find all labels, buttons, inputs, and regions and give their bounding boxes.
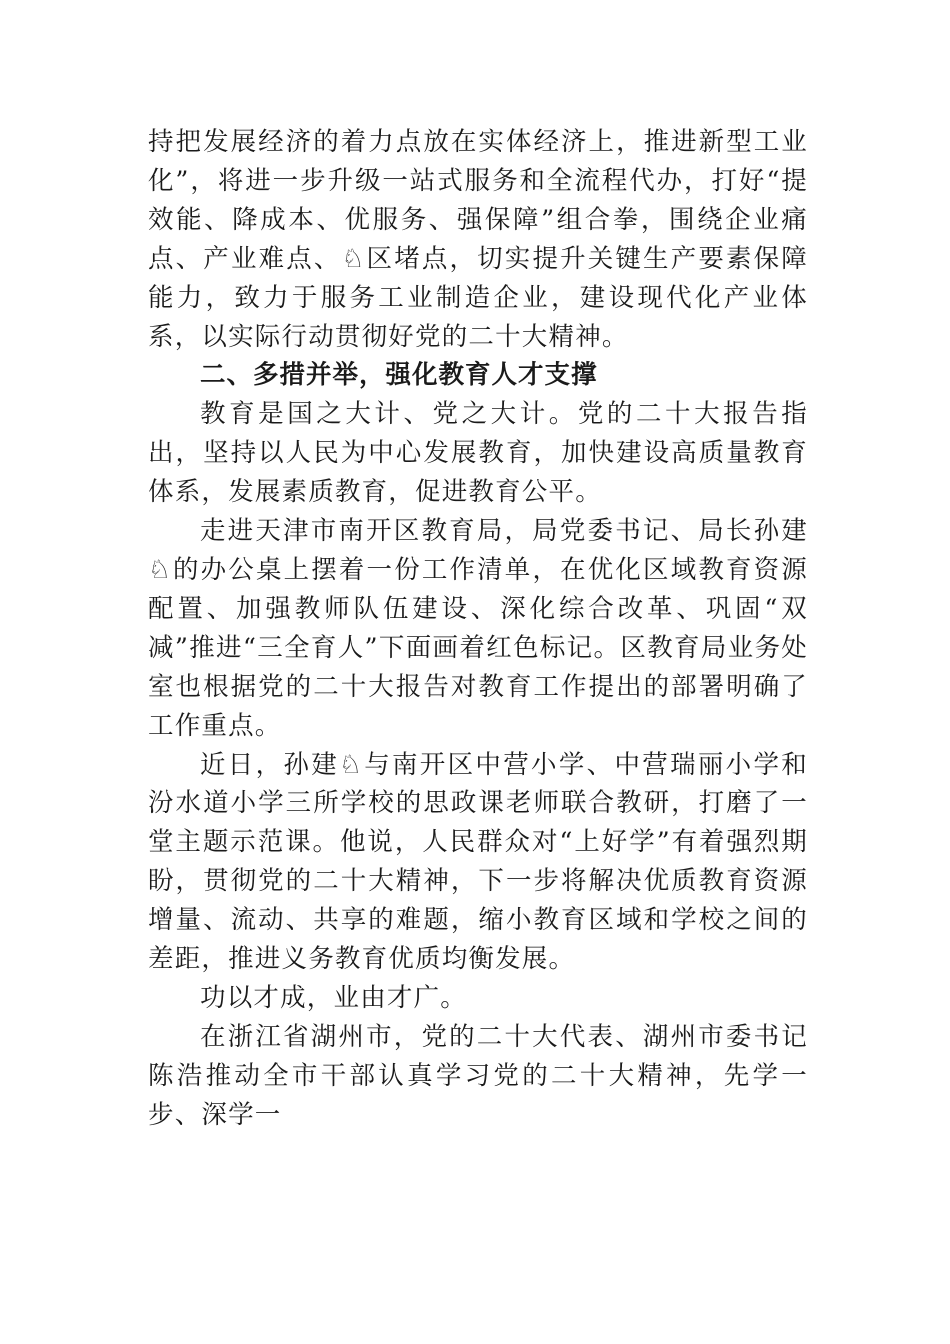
paragraph-talent: 功以才成，业由才广。 — [200, 982, 468, 1013]
paragraph-continuation: 持把发展经济的着力点放在实体经济上，推进新型工业化”，将进一步升级一站式服务和全流程代办，打好“提效能、降成本、优服务、强保障”组合拳，围绕企业痛点、产业难点、♘区堵点，切实提升关键生产要素保障能力，致力于服务工业制造企业，建设现代化产业体系，以实际行动贯彻好党的二十大精神。 — [148, 127, 808, 352]
paragraph-tianjin-nankai: 走进天津市南开区教育局，局党委书记、局长孙建♘的办公桌上摆着一份工作清单，在优化区域教育资源配置、加强教师队伍建设、深化综合改革、巩固“双减”推进“三全育人”下面画着红色标记。区教育局业务处室也根据党的二十大报告对教育工作提出的部署明确了工作重点。 — [148, 516, 808, 741]
paragraph-education-intro: 教育是国之大计、党之大计。党的二十大报告指出，坚持以人民为中心发展教育，加快建设高质量教育体系，发展素质教育，促进教育公平。 — [148, 399, 808, 508]
document-page — [148, 123, 808, 1135]
section-heading: 二、多措并举，强化教育人才支撑 — [200, 360, 598, 391]
paragraph-joint-teaching: 近日，孙建♘与南开区中营小学、中营瑞丽小学和汾水道小学三所学校的思政课老师联合教研，打磨了一堂主题示范课。他说，人民群众对“上好学”有着强烈期盼，贯彻党的二十大精神，下一步将解决优质教育资源增量、流动、共享的难题，缩小教育区域和学校之间的差距，推进义务教育优质均衡发展。 — [148, 749, 808, 975]
paragraph-huzhou: 在浙江省湖州市，党的二十大代表、湖州市委书记陈浩推动全市干部认真学习党的二十大精神，先学一步、深学一 — [148, 1021, 808, 1130]
